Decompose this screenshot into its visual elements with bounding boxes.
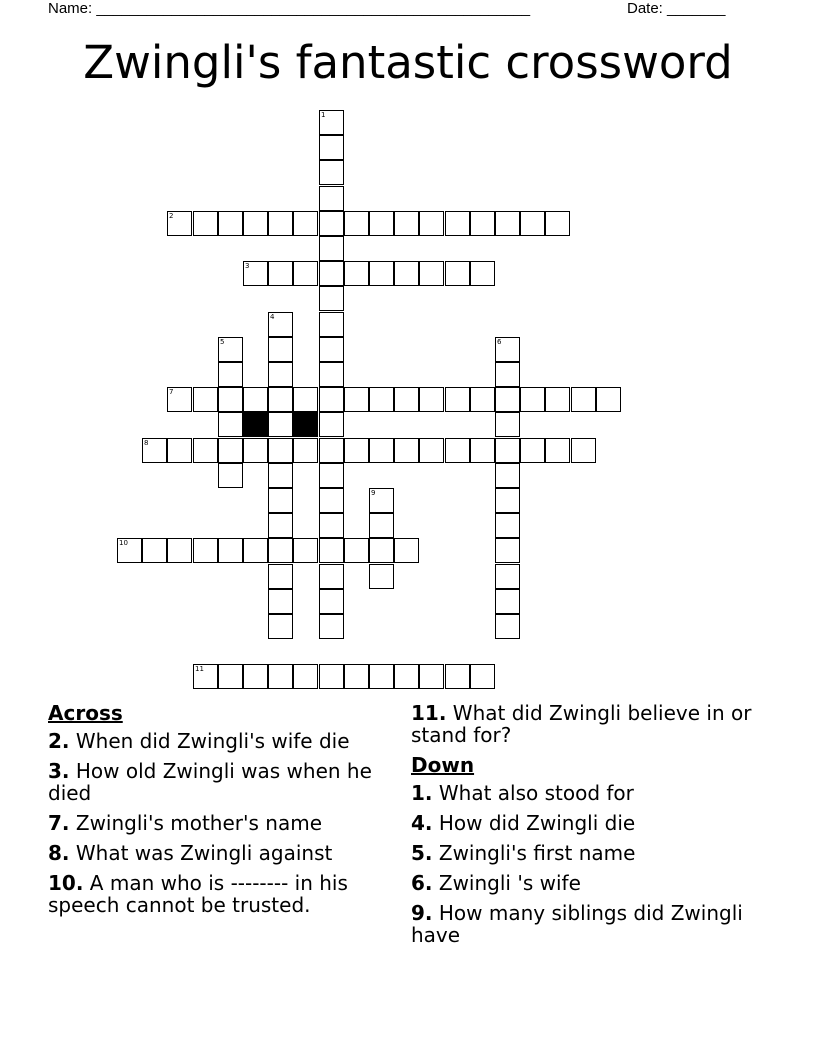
clue-number: 8. <box>48 841 70 865</box>
grid-cell[interactable] <box>495 337 520 362</box>
grid-cell[interactable] <box>470 211 495 236</box>
grid-cell[interactable] <box>419 438 444 463</box>
clue-across-2 <box>48 730 398 752</box>
grid-cell[interactable] <box>470 664 495 689</box>
clue-down-9 <box>411 902 761 946</box>
clues-column-right <box>411 702 761 954</box>
grid-cell[interactable] <box>268 337 293 362</box>
grid-cell[interactable] <box>344 438 369 463</box>
clue-number: 9. <box>411 901 433 925</box>
grid-cell[interactable] <box>369 564 394 589</box>
grid-cell[interactable] <box>142 538 167 563</box>
grid-cell[interactable] <box>344 664 369 689</box>
grid-cell[interactable] <box>394 664 419 689</box>
grid-cell[interactable] <box>319 513 344 538</box>
clue-text: Zwingli 's wife <box>438 871 581 895</box>
grid-cell[interactable] <box>319 589 344 614</box>
across-heading: Across <box>48 701 123 725</box>
grid-cell[interactable] <box>218 412 243 437</box>
grid-cell[interactable] <box>243 387 268 412</box>
clue-text: How many siblings did Zwingli have <box>411 901 743 947</box>
grid-cell[interactable] <box>243 438 268 463</box>
grid-cell[interactable] <box>419 211 444 236</box>
grid-cell[interactable] <box>268 362 293 387</box>
grid-cell[interactable] <box>243 261 268 286</box>
grid-cell[interactable] <box>243 664 268 689</box>
cell-number: 4 <box>270 313 275 321</box>
clue-across-7 <box>48 812 398 834</box>
grid-cell[interactable] <box>545 211 570 236</box>
grid-cell[interactable] <box>319 160 344 185</box>
grid-cell[interactable] <box>268 488 293 513</box>
grid-cell[interactable] <box>495 387 520 412</box>
cell-number: 3 <box>245 262 250 270</box>
grid-cell[interactable] <box>495 438 520 463</box>
grid-cell[interactable] <box>193 387 218 412</box>
grid-cell[interactable] <box>344 538 369 563</box>
grid-cell[interactable] <box>117 538 142 563</box>
grid-cell[interactable] <box>369 387 394 412</box>
clues-column-left <box>48 702 398 924</box>
clue-text: Zwingli's mother's name <box>75 811 323 835</box>
down-heading: Down <box>411 753 475 777</box>
grid-cell[interactable] <box>495 463 520 488</box>
grid-cell[interactable] <box>520 387 545 412</box>
name-label: Name: ____________________________________________________ <box>48 0 531 17</box>
cell-number: 1 <box>321 111 326 119</box>
grid-cell[interactable] <box>344 211 369 236</box>
grid-cell[interactable] <box>167 211 192 236</box>
grid-cell[interactable] <box>394 211 419 236</box>
grid-cell[interactable] <box>293 664 318 689</box>
grid-cell[interactable] <box>268 261 293 286</box>
grid-cell[interactable] <box>268 589 293 614</box>
grid-cell[interactable] <box>495 614 520 639</box>
grid-cell[interactable] <box>218 438 243 463</box>
grid-cell[interactable] <box>520 211 545 236</box>
clue-across-8 <box>48 842 398 864</box>
grid-cell[interactable] <box>394 261 419 286</box>
grid-cell[interactable] <box>243 211 268 236</box>
grid-cell[interactable] <box>319 286 344 311</box>
grid-cell[interactable] <box>268 312 293 337</box>
grid-cell[interactable] <box>545 438 570 463</box>
grid-cell[interactable] <box>218 362 243 387</box>
clue-text: How old Zwingli was when he died <box>48 759 372 805</box>
date-label: Date: _______ <box>627 0 726 17</box>
grid-cell[interactable] <box>419 261 444 286</box>
grid-cell[interactable] <box>218 538 243 563</box>
grid-cell[interactable] <box>495 412 520 437</box>
clue-text: When did Zwingli's wife die <box>75 729 350 753</box>
grid-cell[interactable] <box>319 312 344 337</box>
cell-number: 8 <box>144 439 149 447</box>
grid-cell[interactable] <box>495 513 520 538</box>
clue-down-6 <box>411 872 761 894</box>
grid-cell[interactable] <box>319 135 344 160</box>
grid-cell[interactable] <box>319 664 344 689</box>
grid-cell[interactable] <box>218 211 243 236</box>
grid-cell[interactable] <box>268 538 293 563</box>
grid-cell[interactable] <box>319 538 344 563</box>
clue-across-11 <box>411 702 761 746</box>
cell-number: 5 <box>220 338 225 346</box>
grid-cell[interactable] <box>218 337 243 362</box>
grid-block-cell <box>243 412 268 437</box>
grid-cell[interactable] <box>268 412 293 437</box>
grid-cell[interactable] <box>293 387 318 412</box>
grid-cell[interactable] <box>419 664 444 689</box>
grid-cell[interactable] <box>445 387 470 412</box>
grid-cell[interactable] <box>394 438 419 463</box>
cell-number: 6 <box>497 338 502 346</box>
clue-down-4 <box>411 812 761 834</box>
grid-cell[interactable] <box>293 261 318 286</box>
grid-cell[interactable] <box>167 538 192 563</box>
grid-cell[interactable] <box>571 387 596 412</box>
grid-cell[interactable] <box>319 463 344 488</box>
grid-cell[interactable] <box>243 538 268 563</box>
grid-cell[interactable] <box>319 387 344 412</box>
clue-text: How did Zwingli die <box>438 811 636 835</box>
grid-cell[interactable] <box>319 261 344 286</box>
grid-cell[interactable] <box>193 438 218 463</box>
grid-cell[interactable] <box>319 488 344 513</box>
grid-cell[interactable] <box>394 538 419 563</box>
clue-text: Zwingli's first name <box>438 841 636 865</box>
clue-text: What also stood for <box>438 781 634 805</box>
grid-cell[interactable] <box>218 387 243 412</box>
grid-cell[interactable] <box>394 387 419 412</box>
grid-cell[interactable] <box>369 211 394 236</box>
grid-cell[interactable] <box>268 564 293 589</box>
grid-cell[interactable] <box>268 463 293 488</box>
clue-number: 6. <box>411 871 433 895</box>
grid-cell[interactable] <box>495 362 520 387</box>
grid-cell[interactable] <box>470 438 495 463</box>
grid-cell[interactable] <box>293 538 318 563</box>
clue-number: 5. <box>411 841 433 865</box>
grid-cell[interactable] <box>193 211 218 236</box>
grid-cell[interactable] <box>596 387 621 412</box>
grid-cell[interactable] <box>369 488 394 513</box>
grid-cell[interactable] <box>319 186 344 211</box>
grid-cell[interactable] <box>545 387 570 412</box>
grid-cell[interactable] <box>445 211 470 236</box>
grid-cell[interactable] <box>495 538 520 563</box>
grid-cell[interactable] <box>319 110 344 135</box>
cell-number: 10 <box>119 539 128 547</box>
clue-number: 3. <box>48 759 70 783</box>
grid-cell[interactable] <box>369 538 394 563</box>
grid-cell[interactable] <box>319 211 344 236</box>
grid-cell[interactable] <box>571 438 596 463</box>
grid-cell[interactable] <box>167 438 192 463</box>
clue-down-1 <box>411 782 761 804</box>
grid-cell[interactable] <box>344 261 369 286</box>
grid-cell[interactable] <box>319 438 344 463</box>
grid-cell[interactable] <box>293 211 318 236</box>
clue-text: What was Zwingli against <box>75 841 333 865</box>
clue-number: 2. <box>48 729 70 753</box>
grid-block-cell <box>293 412 318 437</box>
grid-cell[interactable] <box>495 589 520 614</box>
grid-cell[interactable] <box>495 564 520 589</box>
grid-cell[interactable] <box>495 211 520 236</box>
clue-number: 1. <box>411 781 433 805</box>
grid-cell[interactable] <box>319 236 344 261</box>
grid-cell[interactable] <box>319 362 344 387</box>
grid-cell[interactable] <box>319 564 344 589</box>
grid-cell[interactable] <box>369 261 394 286</box>
grid-cell[interactable] <box>445 261 470 286</box>
grid-cell[interactable] <box>268 664 293 689</box>
grid-cell[interactable] <box>445 438 470 463</box>
grid-cell[interactable] <box>268 387 293 412</box>
grid-cell[interactable] <box>369 438 394 463</box>
grid-cell[interactable] <box>470 387 495 412</box>
grid-cell[interactable] <box>495 488 520 513</box>
grid-cell[interactable] <box>470 261 495 286</box>
grid-cell[interactable] <box>167 387 192 412</box>
grid-cell[interactable] <box>319 412 344 437</box>
clue-number: 10. <box>48 871 84 895</box>
grid-cell[interactable] <box>445 664 470 689</box>
grid-cell[interactable] <box>344 387 369 412</box>
grid-cell[interactable] <box>268 438 293 463</box>
grid-cell[interactable] <box>520 438 545 463</box>
grid-cell[interactable] <box>369 664 394 689</box>
page-title: Zwingli's fantastic crossword <box>83 36 733 89</box>
grid-cell[interactable] <box>293 438 318 463</box>
clue-down-5 <box>411 842 761 864</box>
clue-text: A man who is -------- in his speech cannot be trusted. <box>48 871 348 917</box>
grid-cell[interactable] <box>193 664 218 689</box>
clue-number: 4. <box>411 811 433 835</box>
grid-cell[interactable] <box>218 463 243 488</box>
grid-cell[interactable] <box>419 387 444 412</box>
cell-number: 9 <box>371 489 376 497</box>
clue-across-3 <box>48 760 398 804</box>
grid-cell[interactable] <box>268 211 293 236</box>
grid-cell[interactable] <box>218 664 243 689</box>
grid-cell[interactable] <box>268 513 293 538</box>
grid-cell[interactable] <box>319 614 344 639</box>
cell-number: 11 <box>195 665 204 673</box>
cell-number: 7 <box>169 388 174 396</box>
clue-across-10 <box>48 872 398 916</box>
grid-cell[interactable] <box>369 513 394 538</box>
clue-text: What did Zwingli believe in or stand for? <box>411 701 752 747</box>
grid-cell[interactable] <box>193 538 218 563</box>
cell-number: 2 <box>169 212 174 220</box>
grid-cell[interactable] <box>268 614 293 639</box>
grid-cell[interactable] <box>319 337 344 362</box>
grid-cell[interactable] <box>142 438 167 463</box>
clue-number: 11. <box>411 701 447 725</box>
clue-number: 7. <box>48 811 70 835</box>
